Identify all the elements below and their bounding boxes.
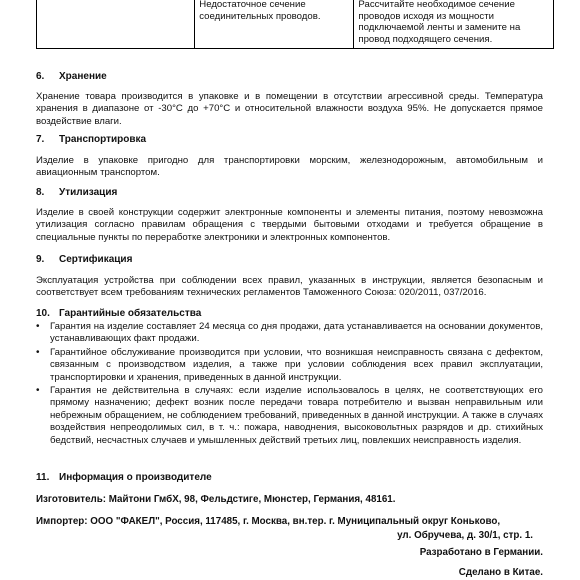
section-number: 10. [36, 308, 50, 319]
section-heading-manufacturer [36, 472, 212, 484]
table-cell-cause: Недостаточное сечение соединительных проводов. [195, 0, 354, 49]
warranty-list [36, 321, 543, 447]
troubleshooting-table [36, 0, 554, 49]
section-text-certification: Эксплуатация устройства при соблюдении всех правил, указанных в инструкции, является безопасным и соответствует всем требованиям технических регламентов Таможенного Союза: 020/2011, 037/2016. [36, 275, 543, 299]
manufacturer-info: Изготовитель: Майтони ГмбХ, 98, Фельдстиге, Мюнстер, Германия, 48161. [36, 494, 396, 505]
section-heading-storage [36, 71, 107, 83]
section-title: Сертификация [59, 254, 133, 265]
section-number: 9. [36, 254, 45, 265]
list-item: • Гарантия на изделие составляет 24 месяца со дня продажи, дата устанавливается на основании документов, устанавливающих факт продажи. [36, 321, 543, 346]
section-text-transport: Изделие в упаковке пригодно для транспортировки морским, железнодорожным, автомобильным и авиационным транспортом. [36, 155, 543, 179]
warranty-list-container [36, 321, 543, 448]
developed-in: Разработано в Германии. [419, 547, 543, 558]
section-number: 11. [36, 472, 50, 483]
section-number: 8. [36, 187, 45, 198]
section-title: Хранение [59, 71, 107, 82]
section-text-disposal: Изделие в своей конструкции содержит электронные компоненты и элементы питания, поэтому невозможна утилизация согласно правилам обращения с твердыми бытовыми отходами и требуется обращение в специальные пункты по переработке электроники и электронных компонентов. [36, 207, 543, 243]
list-item: • Гарантия не действительна в случаях: если изделие использовалось в целях, не соответствующих его прямому назначению; дефект возник после передачи товара потребителю и вызван неправильным или небрежным обращением, не соблюдением требований, приведенных в данной инструкции. А также в случаях воздействия непреодолимых сил, в т. ч.: пожара, наводнения, высоковольтных разрядов и др. стихийных бедствий, несчастных случаев и умышленных действий третьих лиц, повлекших неисправность изделия. [36, 385, 543, 447]
table-row [37, 0, 554, 49]
importer-info-line2: ул. Обручева, д. 30/1, стр. 1. [397, 530, 533, 541]
section-title: Утилизация [59, 187, 118, 198]
section-title: Информация о производителе [59, 472, 212, 483]
section-text-storage: Хранение товара производится в упаковке и в помещении в отсутствии агрессивной среды. Температура хранения в диапазоне от -30°С до +70°С и относительной влажности воздуха 95%. Не допускается прямое воздействие влаги. [36, 91, 543, 127]
section-number: 6. [36, 71, 45, 82]
section-title: Гарантийные обязательства [59, 308, 202, 319]
section-heading-certification [36, 254, 132, 266]
section-heading-warranty [36, 308, 201, 320]
section-heading-disposal [36, 187, 117, 199]
made-in: Сделано в Китае. [458, 567, 543, 578]
importer-info-line1: Импортер: ООО "ФАКЕЛ", Россия, 117485, г. Москва, вн.тер. г. Муниципальный округ Коньково, [36, 516, 501, 527]
list-item: • Гарантийное обслуживание производится при условии, что возникшая неисправность связана с дефектом, связанным с производством изделия, а также при условии соблюдения всех правил эксплуатации, транспортировки и хранения, приведенных в данной инструкции. [36, 347, 543, 384]
table-cell-solution: Рассчитайте необходимое сечение проводов исходя из мощности подключаемой ленты и замените на провод подходящего сечения. [354, 0, 554, 49]
section-heading-transport [36, 134, 146, 146]
section-number: 7. [36, 134, 45, 145]
section-title: Транспортировка [59, 134, 147, 145]
table-cell-problem [37, 0, 195, 49]
